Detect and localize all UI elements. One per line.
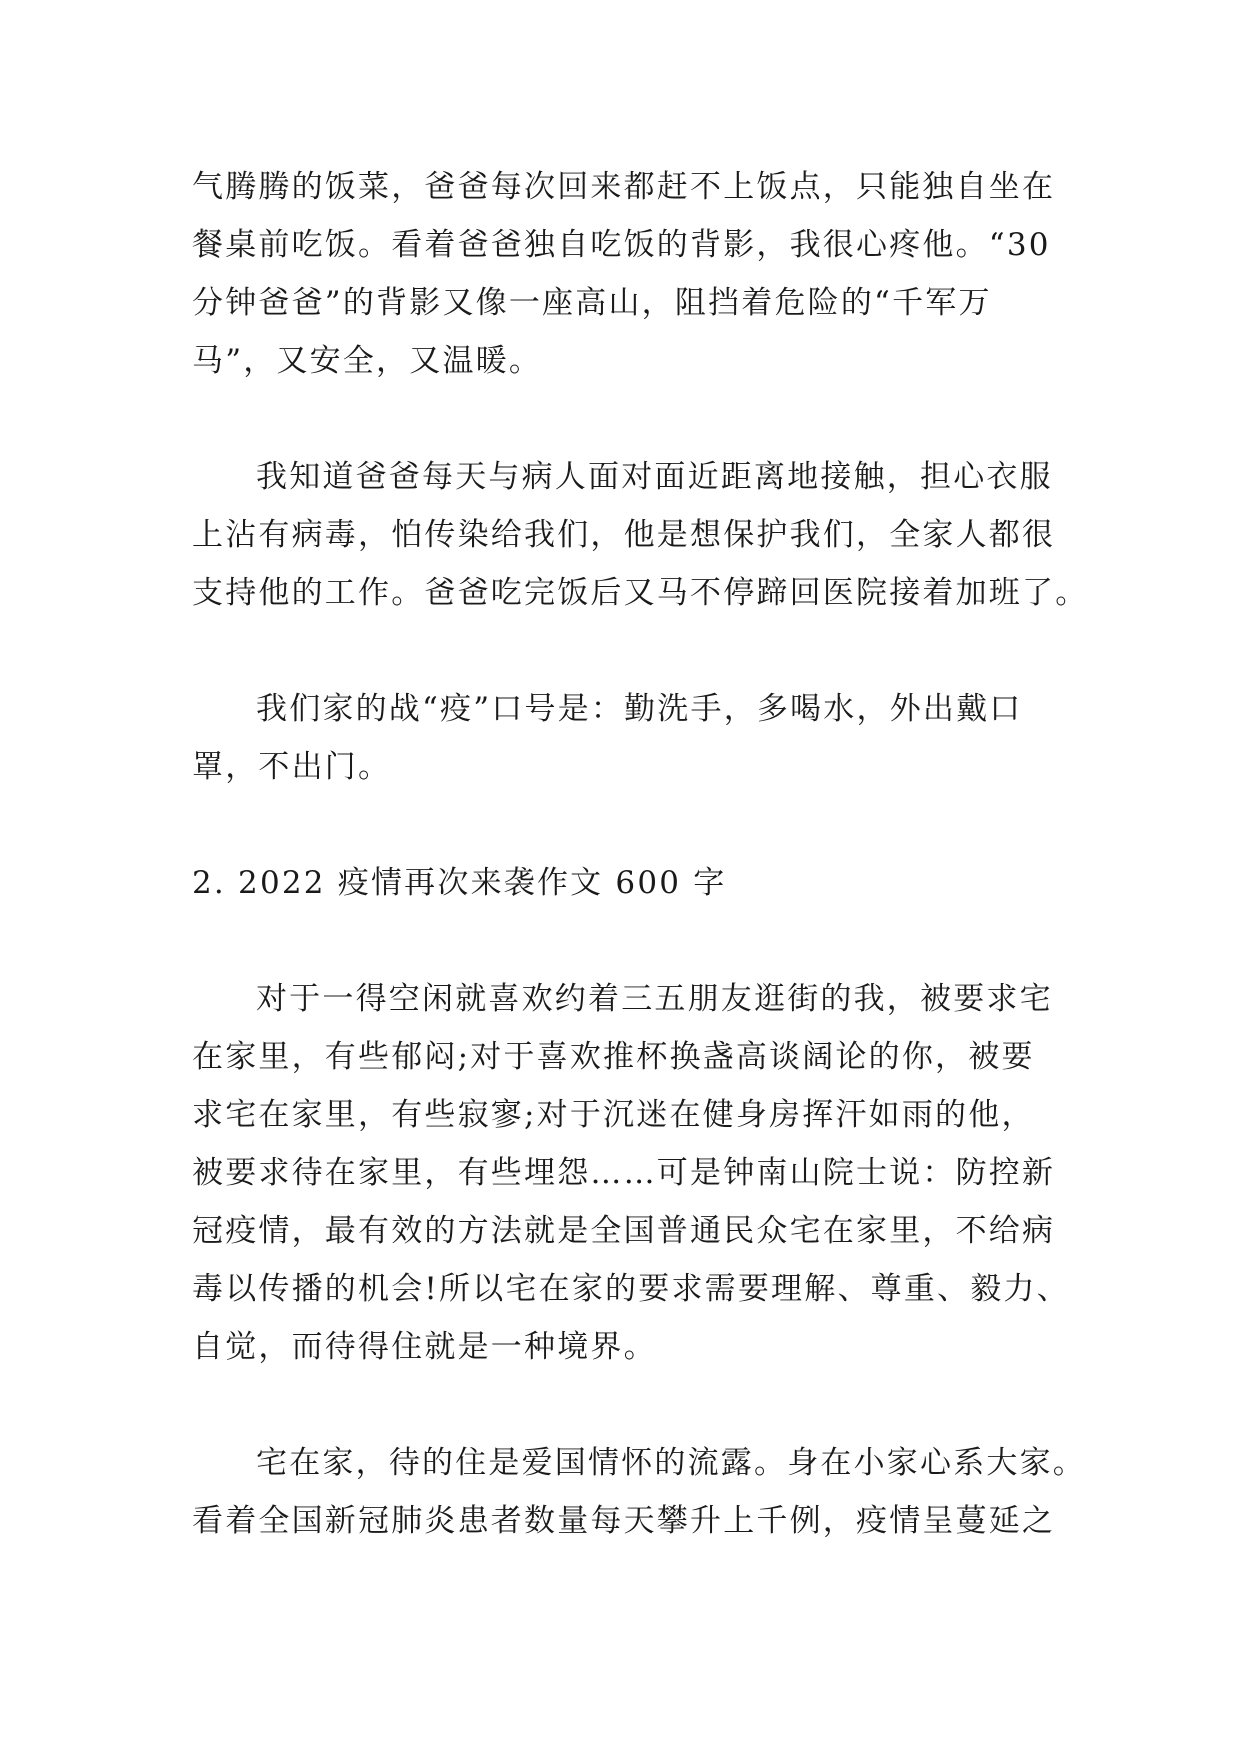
- paragraph-spacer: [192, 390, 1072, 448]
- text-line: 罩，不出门。: [192, 749, 392, 785]
- text-line: 马”，又安全，又温暖。: [192, 343, 543, 379]
- text-line: 上沾有病毒，怕传染给我们，他是想保护我们，全家人都很: [192, 517, 1056, 553]
- text-line: 气腾腾的饭菜，爸爸每次回来都赶不上饭点，只能独自坐在: [192, 169, 1056, 205]
- paragraph-spacer: [192, 1376, 1072, 1434]
- paragraph: [192, 1434, 1086, 1550]
- paragraph: [192, 448, 1089, 622]
- text-line: 分钟爸爸”的背影又像一座高山，阻挡着危险的“千军万: [192, 285, 992, 321]
- text-line: 毒以传播的机会!所以宅在家的要求需要理解、尊重、毅力、: [192, 1271, 1070, 1307]
- text-line: 在家里，有些郁闷;对于喜欢推杯换盏高谈阔论的你，被要: [192, 1039, 1035, 1075]
- text-line: 自觉，而待得住就是一种境界。: [192, 1329, 657, 1365]
- text-line: 我们家的战“疫”口号是：勤洗手，多喝水，外出戴口: [256, 691, 1023, 727]
- text-line: 宅在家，待的住是爱国情怀的流露。身在小家心系大家。: [256, 1445, 1086, 1481]
- text-line: 被要求待在家里，有些埋怨……可是钟南山院士说：防控新: [192, 1155, 1056, 1191]
- text-line: 对于一得空闲就喜欢约着三五朋友逛街的我，被要求宅: [256, 981, 1053, 1017]
- text-line: 我知道爸爸每天与病人面对面近距离地接触，担心衣服: [256, 459, 1053, 495]
- document-body: [192, 158, 1089, 1550]
- text-line: 看着全国新冠肺炎患者数量每天攀升上千例，疫情呈蔓延之: [192, 1503, 1056, 1539]
- paragraph-spacer: [192, 912, 1072, 970]
- text-line: 餐桌前吃饭。看着爸爸独自吃饭的背影，我很心疼他。“30: [192, 227, 1051, 263]
- paragraph: [192, 158, 1072, 390]
- text-line: 冠疫情，最有效的方法就是全国普通民众宅在家里，不给病: [192, 1213, 1056, 1249]
- text-line: 支持他的工作。爸爸吃完饭后又马不停蹄回医院接着加班了。: [192, 575, 1089, 611]
- paragraph: [192, 970, 1072, 1376]
- paragraph-spacer: [192, 796, 1072, 854]
- text-line: 求宅在家里，有些寂寥;对于沉迷在健身房挥汗如雨的他，: [192, 1097, 1035, 1133]
- section-heading: 2. 2022 疫情再次来袭作文 600 字: [192, 865, 727, 901]
- paragraph-spacer: [192, 622, 1072, 680]
- paragraph: [192, 680, 1072, 796]
